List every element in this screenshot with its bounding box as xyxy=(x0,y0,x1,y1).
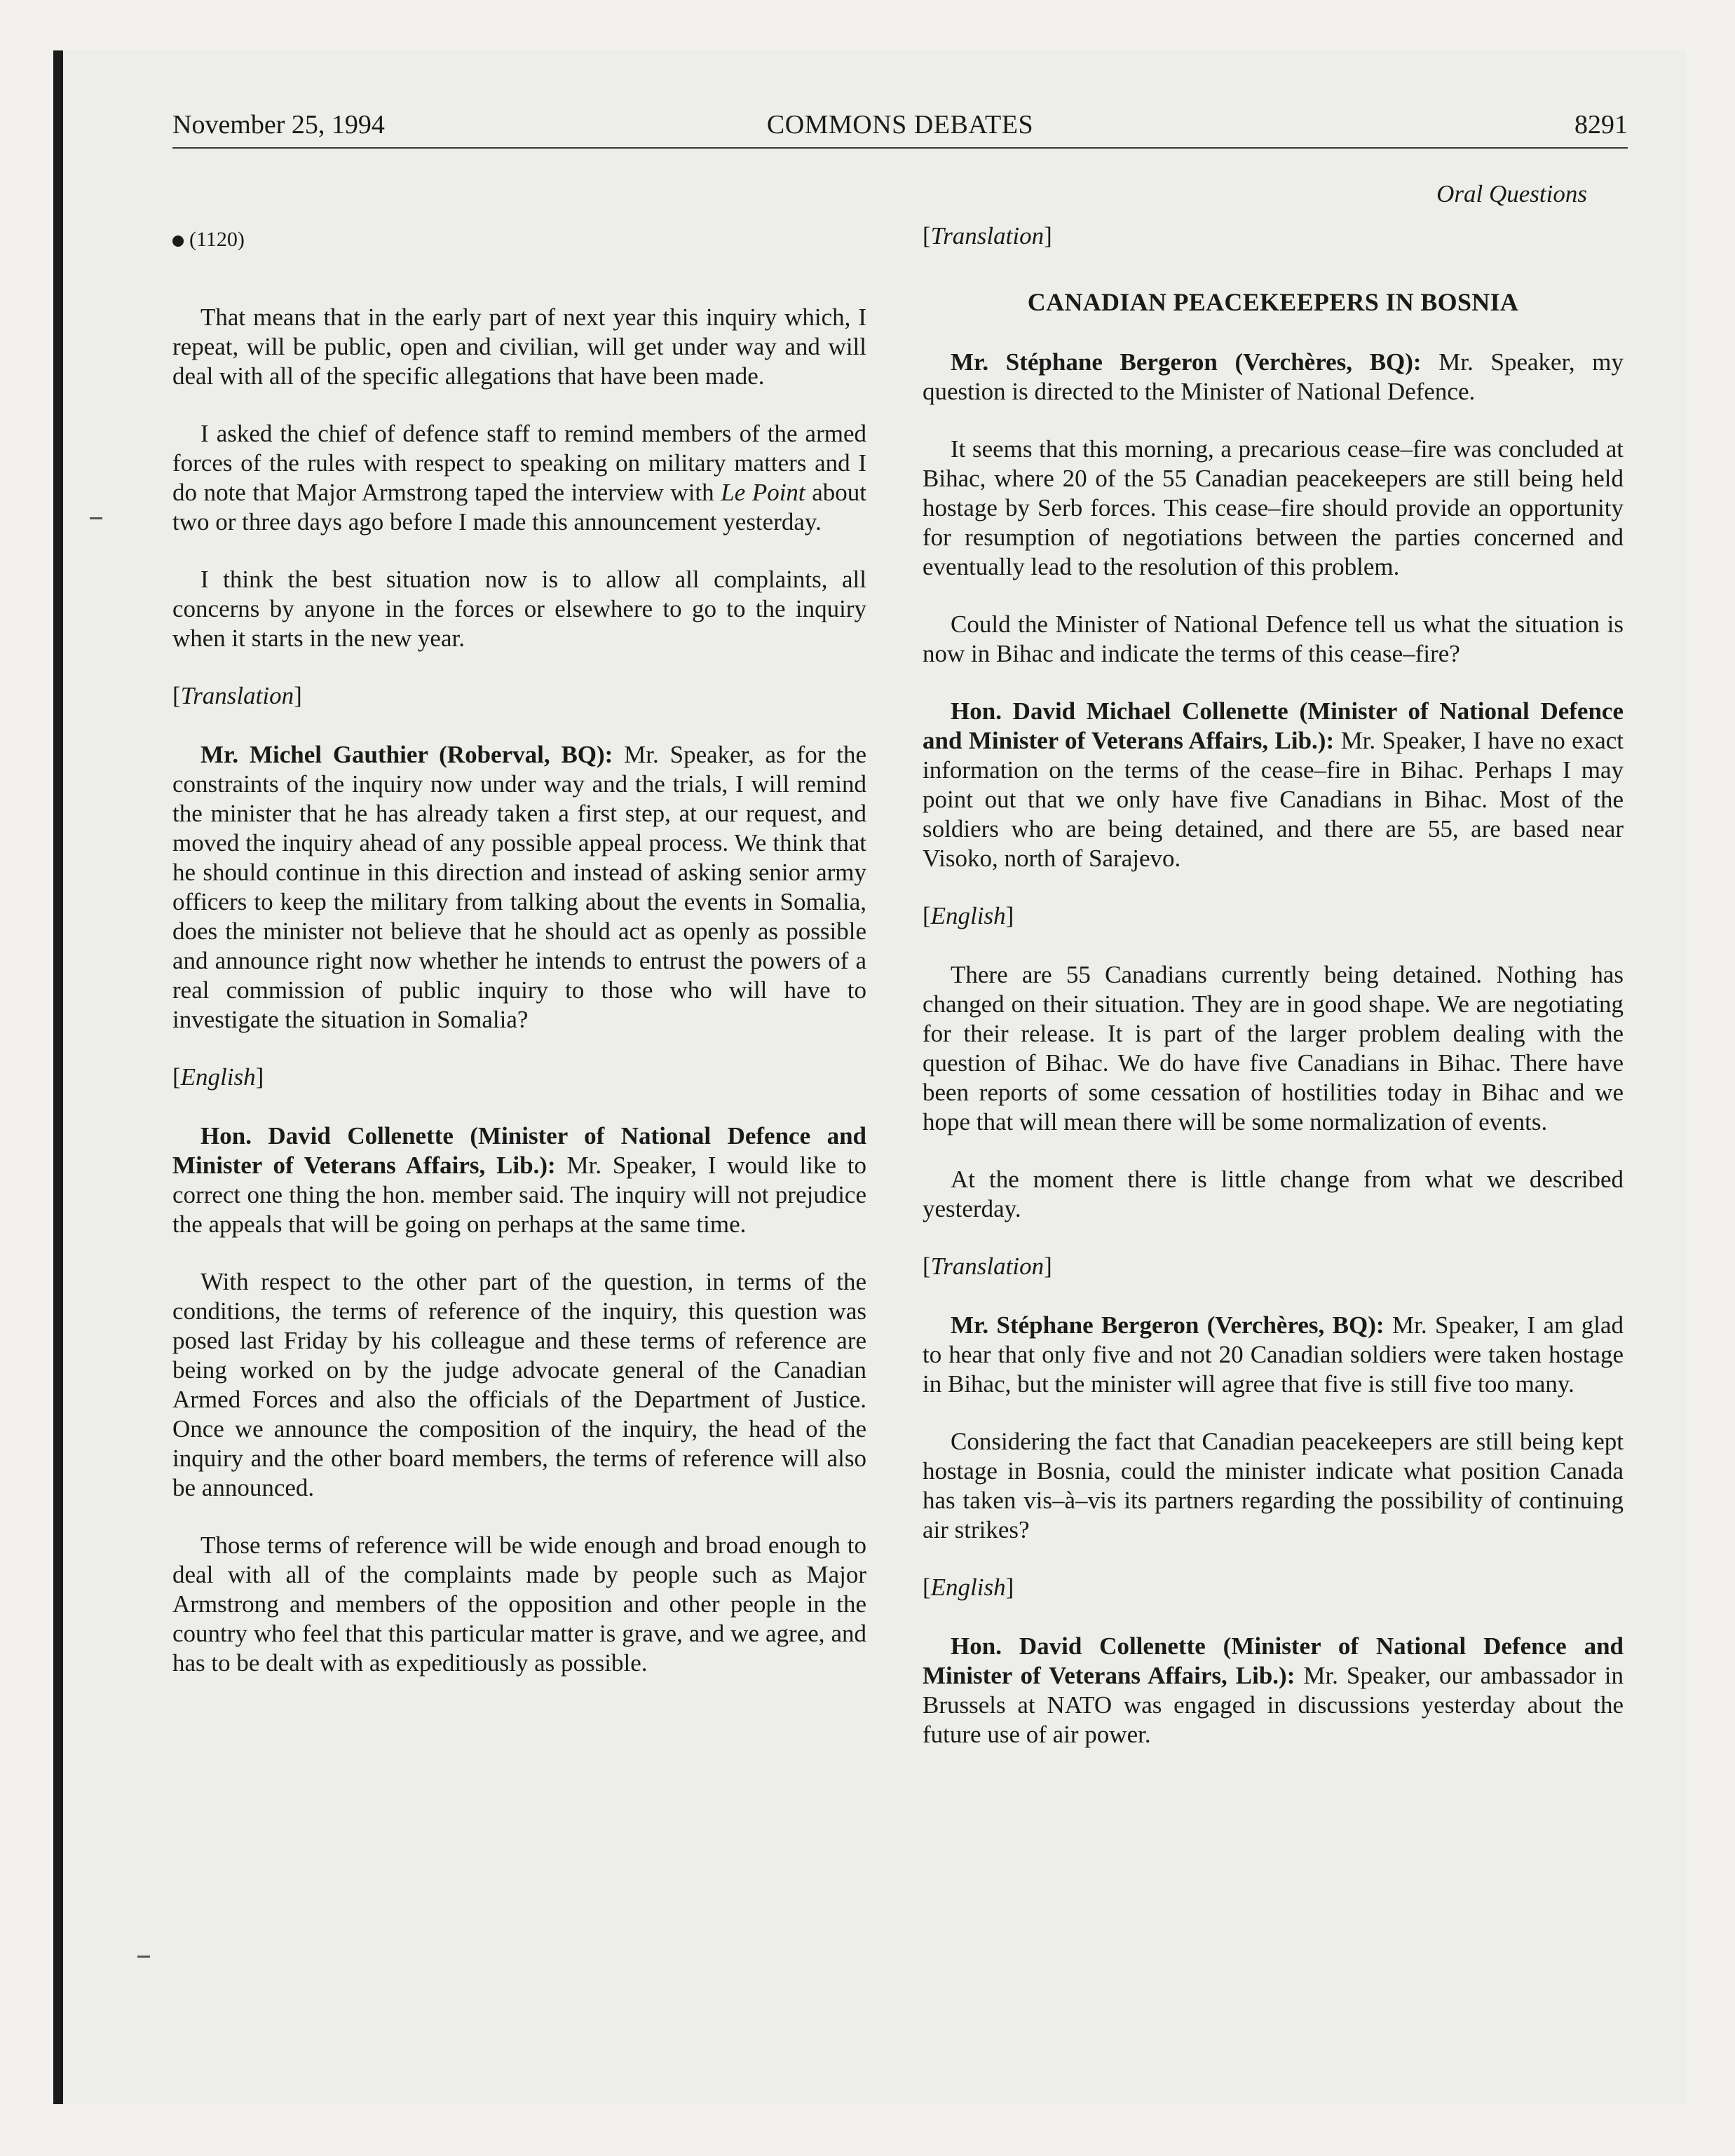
margin-mark xyxy=(137,1956,150,1958)
speech-paragraph: Hon. David Collenette (Minister of National Defence and Minister of Veterans Affairs, Lib.): Mr. Speaker, our ambassador in Brussels at NATO was engaged in discussions yesterday about the future use of air power. xyxy=(923,1632,1624,1748)
language-tag: [ Translation ] xyxy=(172,681,866,711)
speech-paragraph: Hon. David Collenette (Minister of National Defence and Minister of Veterans Affairs, Lib.): Mr. Speaker, I would like to correct one thing the hon. member said. The inquiry will not prejudice the appeals that will be going on perhaps at the same time. xyxy=(172,1122,866,1238)
margin-mark xyxy=(90,517,102,519)
language-tag: [ English ] xyxy=(923,901,1624,931)
header-page-number: 8291 xyxy=(1574,110,1628,139)
section-title: CANADIAN PEACEKEEPERS IN BOSNIA xyxy=(1027,288,1519,316)
paragraph: It seems that this morning, a precarious cease–fire was concluded at Bihac, where 20 of the 55 Canadian peacekeepers are still being held hostage by Serb forces. This cease–fire should provide an opportunity for resumption of negotiations between the parties concerned and eventually lead to the resolution of this problem. xyxy=(923,435,1624,580)
speaker-name: Hon. David Collenette (Minister of National Defence and Minister of Veterans Affairs, Lib.): xyxy=(172,1122,866,1179)
paragraph: Could the Minister of National Defence tell us what the situation is now in Bihac and indicate the terms of this cease–fire? xyxy=(923,610,1624,667)
language-tag: [ English ] xyxy=(172,1063,866,1092)
paragraph: That means that in the early part of next year this inquiry which, I repeat, will be public, open and civilian, will get under way and will deal with all of the specific allegations that have been made. xyxy=(172,303,866,390)
speaker-name: Hon. David Michael Collenette (Minister of National Defence and Minister of Veterans Affairs, Lib.): xyxy=(923,697,1624,754)
header-date: November 25, 1994 xyxy=(172,110,385,139)
speech-paragraph: Mr. Stéphane Bergeron (Verchères, BQ): Mr. Speaker, my question is directed to the Minister of National Defence. xyxy=(923,348,1624,405)
paragraph: There are 55 Canadians currently being detained. Nothing has changed on their situation. They are in good shape. We are negotiating for their release. It is part of the larger problem dealing with the question of Bihac. We do have five Canadians in Bihac. There have been reports of some cessation of hostilities today in Bihac and we hope that will mean there will be some normalization of events. xyxy=(923,961,1624,1135)
paragraph: Considering the fact that Canadian peacekeepers are still being kept hostage in Bosnia, could the minister indicate what position Canada has taken vis–à–vis its partners regarding the possibility of continuing air strikes? xyxy=(923,1428,1624,1543)
section-header: Oral Questions xyxy=(1436,180,1587,207)
language-tag: [ Translation ] xyxy=(923,221,1624,251)
header-rule xyxy=(172,147,1628,149)
paragraph: With respect to the other part of the question, in terms of the conditions, the terms of reference of the inquiry, this question was posed last Friday by his colleague and these terms of reference are being worked on by the judge advocate general of the Canadian Armed Forces and also the officials of the Department of Justice. Once we announce the composition of the inquiry, the head of the inquiry and the other board members, the terms of reference will also be announced. xyxy=(172,1268,866,1501)
speaker-name: Mr. Stéphane Bergeron (Verchères, BQ): xyxy=(951,348,1422,376)
language-tag: [ English ] xyxy=(923,1573,1624,1602)
bullet-icon xyxy=(172,236,184,247)
page-header xyxy=(172,104,1628,146)
paragraph: At the moment there is little change from what we described yesterday. xyxy=(923,1166,1624,1222)
language-tag: [ Translation ] xyxy=(923,1252,1624,1281)
speech-paragraph: Hon. David Michael Collenette (Minister of National Defence and Minister of Veterans Affairs, Lib.): Mr. Speaker, I have no exact information on the terms of the cease–fire in Bihac. Perhaps I may point out that we only have five Canadians in Bihac. Most of the soldiers who are being detained, and there are 55, are based near Visoko, north of Sarajevo. xyxy=(923,697,1624,872)
speech-paragraph: Mr. Michel Gauthier (Roberval, BQ): Mr. Speaker, as for the constraints of the inquiry now under way and the trials, I will remind the minister that he has already taken a first step, at our request, and moved the inquiry ahead of any possible appeal process. We think that he should continue in this direction and instead of asking senior army officers to keep the military from talking about the events in Somalia, does the minister not believe that he should act as openly as possible and announce right now whether he intends to entrust the powers of a real commission of public inquiry to those who will have to investigate the situation in Somalia? xyxy=(172,741,866,1033)
time-marker: (1120) xyxy=(172,226,866,254)
paragraph: I asked the chief of defence staff to remind members of the armed forces of the rules with respect to speaking on military matters and I do note that Major Armstrong taped the interview with Le Point about two or three days ago before I made this announcement yesterday. xyxy=(172,420,867,535)
right-column xyxy=(923,161,1624,1749)
speaker-name: Mr. Michel Gauthier (Roberval, BQ): xyxy=(200,741,613,768)
scan-edge-bar xyxy=(53,50,63,2104)
speaker-name: Mr. Stéphane Bergeron (Verchères, BQ): xyxy=(951,1311,1384,1339)
paragraph: Those terms of reference will be wide enough and broad enough to deal with all of the complaints made by people such as Major Armstrong and members of the opposition and other people in the country who feel that this particular matter is grave, and we agree, and has to be dealt with as expeditiously as possible. xyxy=(172,1531,866,1677)
speaker-name: Hon. David Collenette (Minister of National Defence and Minister of Veterans Affairs, Lib.): xyxy=(923,1632,1624,1689)
header-title: COMMONS DEBATES xyxy=(766,110,1034,139)
speech-paragraph: Mr. Stéphane Bergeron (Verchères, BQ): Mr. Speaker, I am glad to hear that only five and not 20 Canadian soldiers were taken hostage in Bihac, but the minister will agree that five is still five too many. xyxy=(923,1311,1624,1398)
left-column xyxy=(172,161,866,1678)
paragraph: I think the best situation now is to allow all complaints, all concerns by anyone in the forces or elsewhere to go to the inquiry when it starts in the new year. xyxy=(172,566,866,652)
